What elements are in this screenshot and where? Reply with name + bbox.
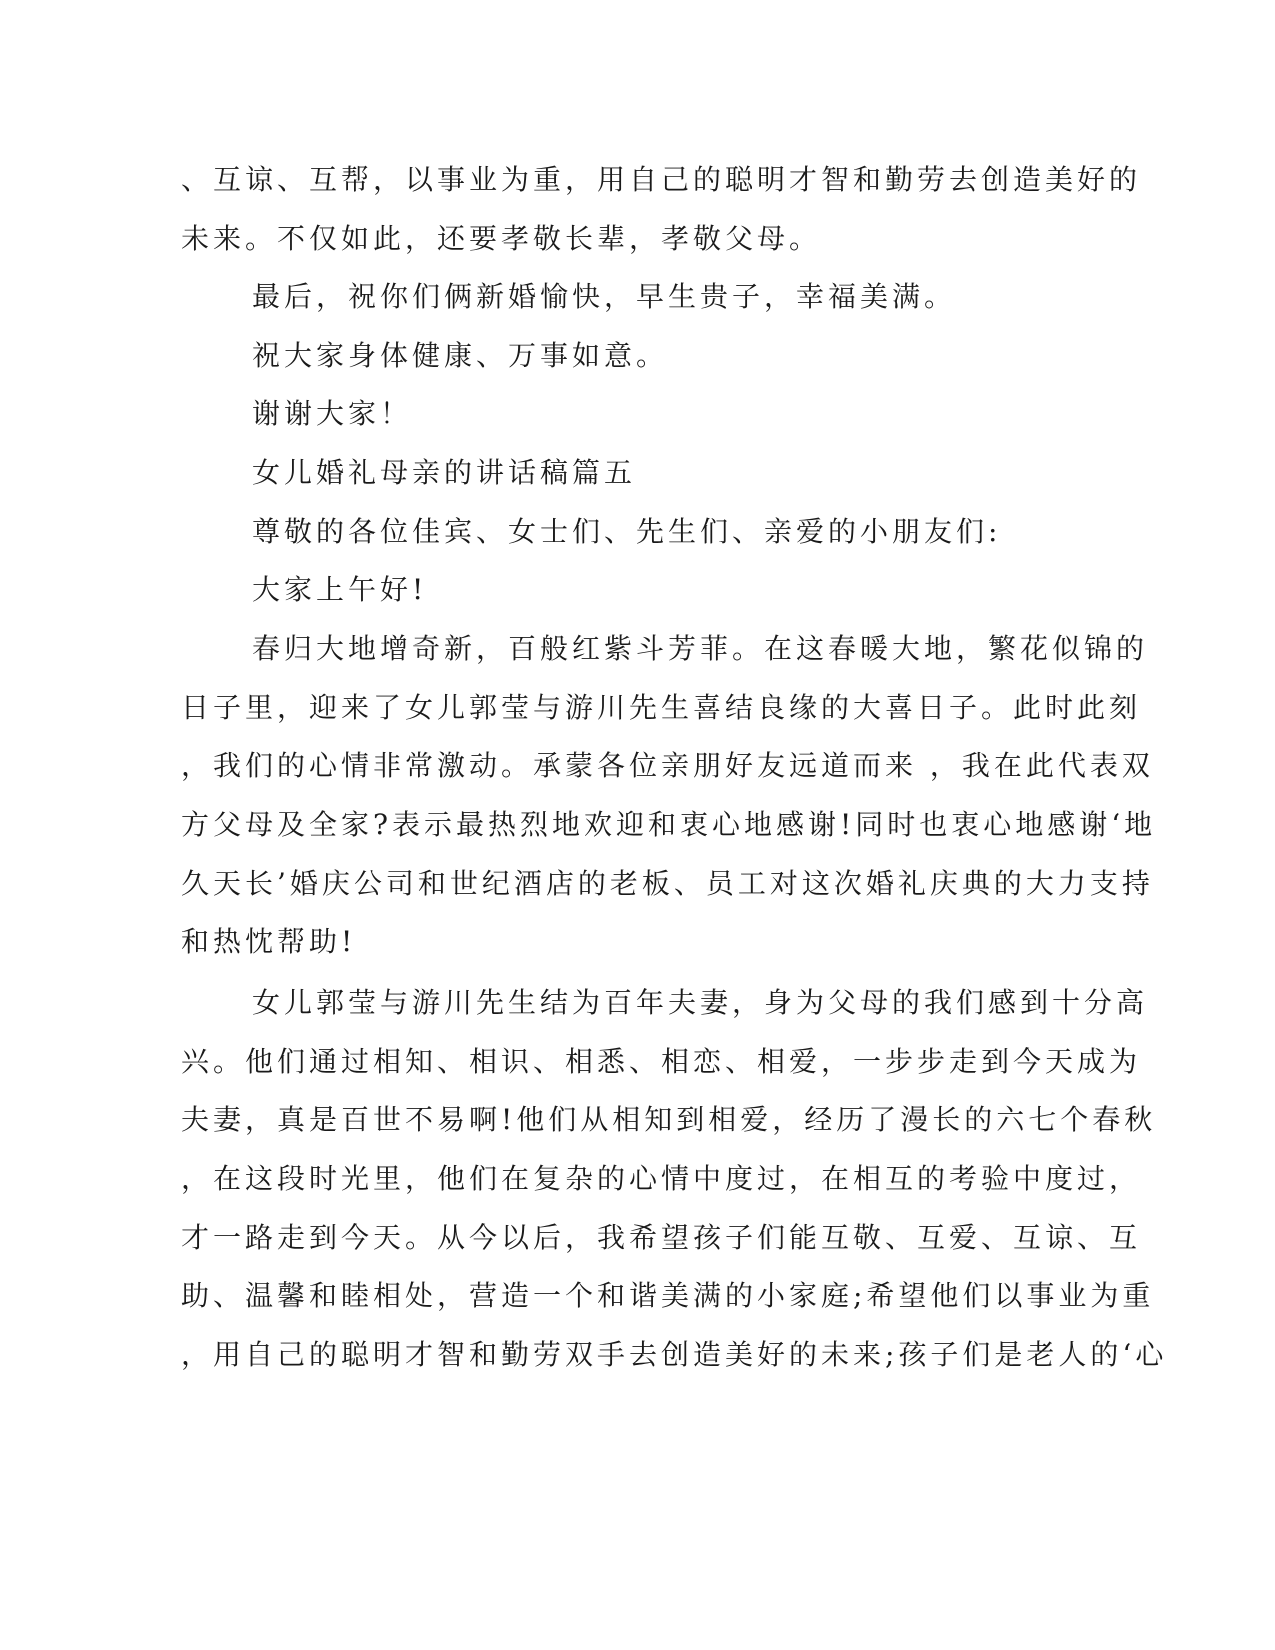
text-line: 最后，祝你们俩新婚愉快，早生贵子，幸福美满。	[252, 280, 957, 313]
text-line: 兴。他们通过相知、相识、相悉、相恋、相爱，一步步走到今天成为	[181, 1045, 1142, 1078]
text-line: 未来。不仅如此，还要孝敬长辈，孝敬父母。	[181, 222, 822, 255]
text-line: 女儿郭莹与游川先生结为百年夫妻，身为父母的我们感到十分高	[252, 986, 1149, 1019]
text-line: 才一路走到今天。从今以后，我希望孩子们能互敬、互爱、互谅、互	[181, 1221, 1142, 1254]
section-heading: 女儿婚礼母亲的讲话稿篇五	[252, 456, 637, 489]
greeting: 大家上午好!	[252, 573, 428, 606]
text-line: 夫妻，真是百世不易啊!他们从相知到相爱，经历了漫长的六七个春秋	[181, 1103, 1157, 1136]
text-line: 方父母及全家?表示最热烈地欢迎和衷心地感谢!同时也衷心地感谢‘地	[181, 808, 1157, 841]
salutation: 尊敬的各位佳宾、女士们、先生们、亲爱的小朋友们:	[252, 515, 1002, 548]
text-line: 和热忱帮助!	[181, 925, 357, 958]
text-line: 春归大地增奇新，百般红紫斗芳菲。在这春暖大地，繁花似锦的	[252, 632, 1149, 665]
text-line: 谢谢大家！	[252, 397, 413, 430]
text-line: 、互谅、互帮，以事业为重，用自己的聪明才智和勤劳去创造美好的	[181, 163, 1142, 196]
text-line: 日子里，迎来了女儿郭莹与游川先生喜结良缘的大喜日子。此时此刻	[181, 691, 1142, 724]
text-line: ，我们的心情非常激动。承蒙各位亲朋好友远道而来 ，我在此代表双	[181, 749, 1154, 782]
text-line: ，用自己的聪明才智和勤劳双手去创造美好的未来;孩子们是老人的‘心	[181, 1338, 1168, 1371]
text-line: 祝大家身体健康、万事如意。	[252, 339, 669, 372]
text-line: 久天长’婚庆公司和世纪酒店的老板、员工对这次婚礼庆典的大力支持	[181, 867, 1154, 900]
text-line: 助、温馨和睦相处，营造一个和谐美满的小家庭;希望他们以事业为重	[181, 1279, 1155, 1312]
text-line: ，在这段时光里，他们在复杂的心情中度过，在相互的考验中度过，	[181, 1162, 1142, 1195]
